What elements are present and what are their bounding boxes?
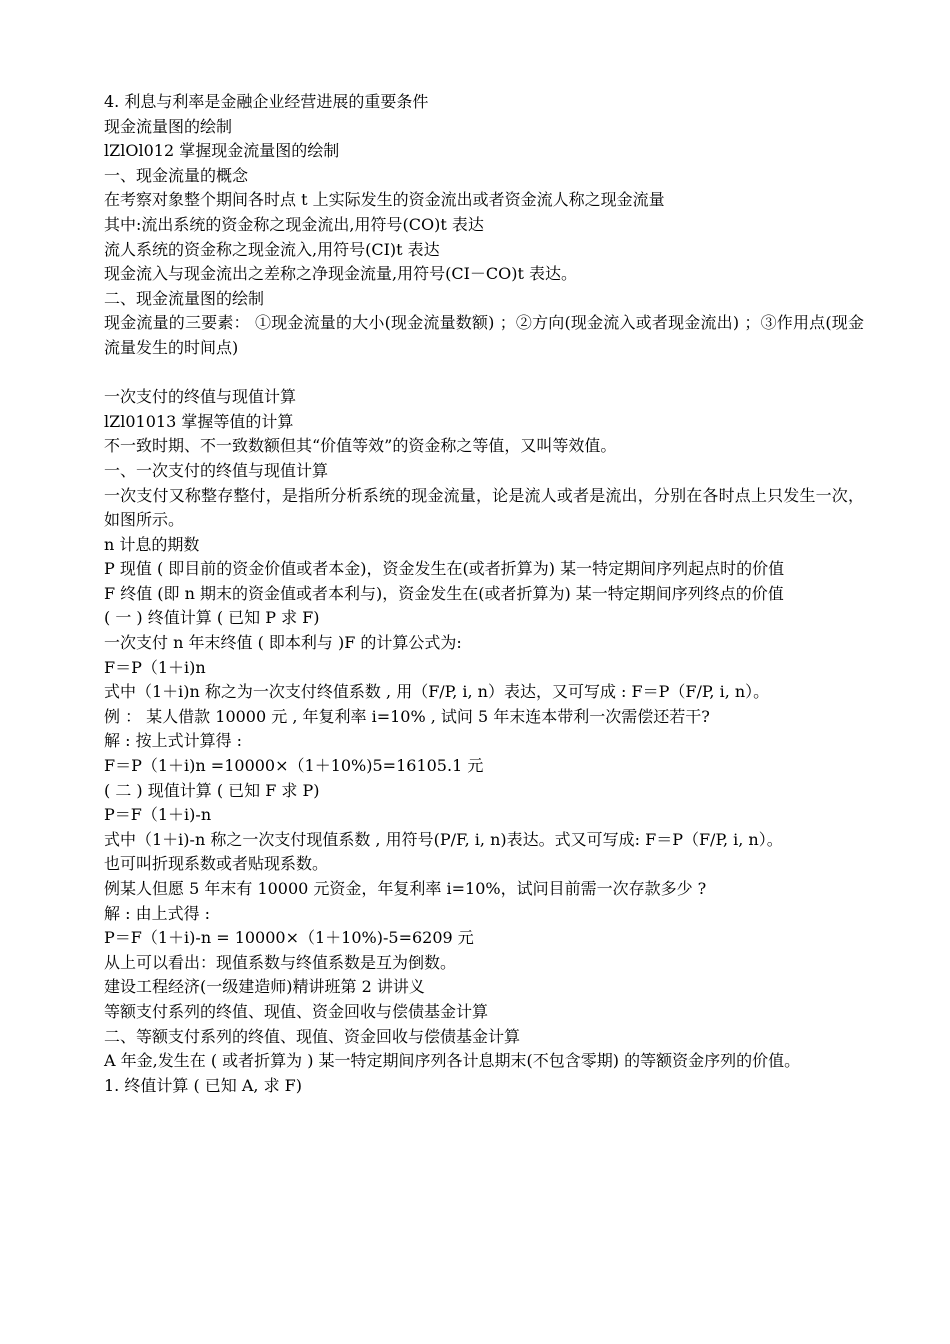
text-line: lZl01013 掌握等值的计算 [104, 411, 294, 431]
text-line: 一次支付 n 年末终值 ( 即本利与 )F 的计算公式为: [104, 633, 462, 653]
text-line: 一、现金流量的概念 [104, 165, 249, 185]
text-line: 一、一次支付的终值与现值计算 [104, 460, 329, 480]
text-line: 从上可以看出：现值系数与终值系数是互为倒数。 [104, 952, 457, 972]
text-line: 现金流量图的绘制 [104, 116, 233, 136]
text-line: 二、等额支付系列的终值、现值、资金回收与偿债基金计算 [104, 1026, 521, 1046]
text-line: 等额支付系列的终值、现值、资金回收与偿债基金计算 [104, 1001, 489, 1021]
text-paragraph: F 终值 (即 n 期末的资金值或者本利与)，资金发生在(或者折算为) 某一特定期间序列终点的价值 [104, 583, 784, 603]
text-line: ( 一 ) 终值计算 ( 已知 P 求 F) [104, 608, 320, 628]
text-line: 1. 终值计算 ( 已知 A, 求 F) [104, 1075, 303, 1095]
text-paragraph: 例 ： 某人借款 10000 元 , 年复利率 i=10% , 试问 5 年末连本带利一次需偿还若干? [104, 706, 710, 726]
formula-line: F＝P（1＋i)n [104, 657, 206, 677]
document-page [104, 90, 864, 1098]
text-line: lZlOl012 掌握现金流量图的绘制 [104, 141, 340, 161]
text-line: 在考察对象整个期间各时点 t 上实际发生的资金流出或者资金流人称之现金流量 [104, 190, 665, 210]
text-paragraph: P 现值 ( 即目前的资金价值或者本金)，资金发生在(或者折算为) 某一特定期间序列起点时的价值 [104, 559, 785, 579]
text-paragraph: 现金流量的三要素： ①现金流量的大小(现金流量数额) ；②方向(现金流入或者现金流出) ；③作用点(现金流量发生的时间点) [104, 313, 864, 357]
text-line: 一次支付的终值与现值计算 [104, 387, 297, 407]
blank-line [104, 361, 864, 386]
formula-line: P＝F（1＋i)-n [104, 805, 212, 825]
text-line: 流人系统的资金称之现金流入,用符号(CI)t 表达 [104, 239, 440, 259]
text-line: ( 二 ) 现值计算 ( 已知 F 求 P) [104, 780, 320, 800]
text-line: 解 : 按上式计算得 : [104, 731, 243, 751]
formula-line: F＝P（1＋i)n =10000×（1＋10%)5=16105.1 元 [104, 756, 484, 776]
text-line: 二、现金流量图的绘制 [104, 288, 265, 308]
text-line: 也可叫折现系数或者贴现系数。 [104, 854, 329, 874]
text-line: 现金流入与现金流出之差称之净现金流量,用符号(CI－CO)t 表达。 [104, 264, 578, 284]
text-line: 建设工程经济(一级建造师)精讲班第 2 讲讲义 [104, 977, 425, 997]
text-line: 不一致时期、不一致数额但其“价值等效”的资金称之等值，又叫等效值。 [104, 436, 617, 456]
text-line: 解 : 由上式得 : [104, 903, 211, 923]
text-line: 4. 利息与利率是金融企业经营进展的重要条件 [104, 92, 429, 111]
text-line: 其中:流出系统的资金称之现金流出,用符号(CO)t 表达 [104, 214, 484, 234]
text-line: n 计息的期数 [104, 534, 200, 554]
formula-line: P＝F（1＋i)-n = 10000×（1＋10%)-5=6209 元 [104, 928, 474, 948]
text-paragraph: 一次支付又称整存整付，是指所分析系统的现金流量，论是流人或者是流出，分别在各时点上只发生一次，如图所示。 [104, 485, 864, 530]
text-paragraph: 式中（1＋i)n 称之为一次支付终值系数 , 用（F/P, i, n）表达，又可写成 : F＝P（F/P, i, n）。 [104, 682, 770, 702]
text-paragraph: 式中（1＋i)-n 称之一次支付现值系数 , 用符号(P/F, i, n)表达。式又可写成: F＝P（F/P, i, n）。 [104, 829, 783, 849]
text-paragraph: A 年金,发生在 ( 或者折算为 ) 某一特定期间序列各计息期末(不包含零期) 的等额资金序列的价值。 [104, 1051, 801, 1071]
text-line: 例某人但愿 5 年末有 10000 元资金，年复利率 i=10%，试问目前需一次存款多少 ? [104, 879, 707, 898]
